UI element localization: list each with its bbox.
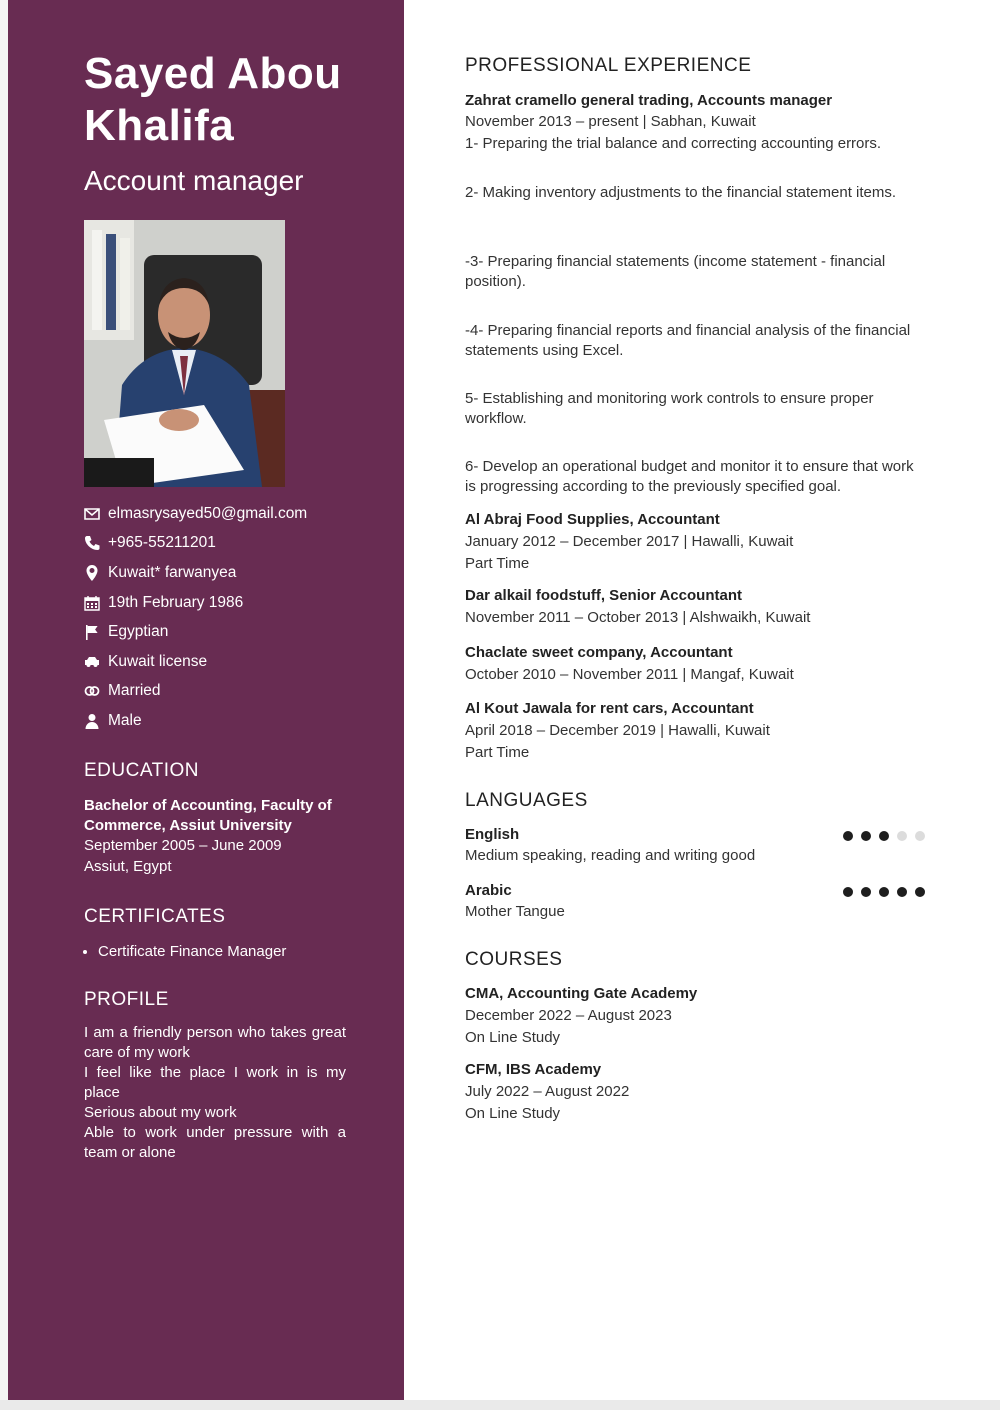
duty-item: -4- Preparing financial reports and financial analysis of the financial statements using Excel. [465,322,911,359]
rating-dot-empty [897,831,907,841]
profile-line: I feel like the place I work in is my place [84,1064,346,1101]
duty-item: -3- Preparing financial statements (income statement - financial position). [465,253,886,290]
page-left-margin [0,0,8,1410]
language-entry [465,881,930,922]
course-title: CFM, IBS Academy [465,1061,602,1078]
language-detail: Medium speaking, reading and writing good [465,846,756,864]
education-dates: September 2005 – June 2009 [84,837,282,854]
rating-dot-filled [879,831,889,841]
profile-section [84,989,346,1163]
courses-heading: COURSES [465,949,563,970]
profile-photo [84,220,285,487]
profile-text [84,1023,346,1163]
job-entry-title: Al Abraj Food Supplies, Accountant [465,511,720,528]
location-pin-icon [84,565,100,581]
course-title: CMA, Accounting Gate Academy [465,985,698,1002]
contact-birthdate [84,588,404,618]
sidebar [8,0,404,1400]
duty-item: 1- Preparing the trial balance and correcting accounting errors. [465,135,882,152]
contact-marital-status-text: Married [108,682,161,700]
language-rating [843,831,925,841]
contact-license [84,647,404,677]
rating-dot-filled [843,887,853,897]
language-name: English [465,826,520,843]
phone-icon [84,535,100,551]
profile-line: Able to work under pressure with a team or alone [84,1124,346,1161]
rating-dot-filled [879,887,889,897]
contact-phone [84,529,404,559]
course-entry [465,1059,930,1125]
duty-item: 5- Establishing and monitoring work controls to ensure proper workflow. [465,390,874,427]
contact-marital-status [84,677,404,707]
person-icon [84,713,100,729]
education-section [84,760,354,877]
education-location: Assiut, Egypt [84,857,172,875]
contact-email [84,499,404,529]
language-name: Arabic [465,882,512,899]
job-entry-title: Dar alkail foodstuff, Senior Accountant [465,587,742,604]
job-entry-note: Part Time [465,555,530,572]
profile-line: I am a friendly person who takes great care of my work [84,1024,346,1061]
rating-dot-filled [897,887,907,897]
languages-heading: LANGUAGES [465,790,588,811]
certificates-section [84,906,354,962]
duty-item: 6- Develop an operational budget and monitor it to ensure that work is progressing according to the previously specified goal. [465,458,914,495]
rating-dot-empty [915,831,925,841]
contact-location-text: Kuwait* farwanyea [108,563,237,581]
contact-gender-text: Male [108,711,142,729]
certificates-heading: CERTIFICATES [84,906,226,927]
job-entry-title: Zahrat cramello general trading, Accounts manager [465,92,833,109]
rating-dot-filled [861,887,871,897]
profile-photo-illustration [84,220,285,487]
calendar-icon [84,595,100,611]
duty-item: 2- Making inventory adjustments to the financial statement items. [465,184,897,201]
job-entry-dates: October 2010 – November 2011 | Mangaf, Kuwait [465,666,794,683]
rating-dot-filled [915,887,925,897]
profile-heading: PROFILE [84,989,169,1010]
course-note: On Line Study [465,1029,561,1046]
experience-heading: PROFESSIONAL EXPERIENCE [465,55,752,76]
certificates-list [84,942,354,962]
page-bottom-shadow [0,1400,1000,1410]
job-entry-title: Chaclate sweet company, Accountant [465,644,733,661]
education-heading: EDUCATION [84,760,199,781]
candidate-name: Sayed Abou Khalifa [84,49,342,150]
contact-location [84,558,404,588]
mail-icon [84,506,100,522]
job-entry-dates: November 2011 – October 2013 | Alshwaikh, Kuwait [465,609,811,626]
job-entry-dates: November 2013 – present | Sabhan, Kuwait [465,112,756,130]
course-entry [465,983,930,1049]
contact-email-text: elmasrysayed50@gmail.com [108,504,308,522]
contact-nationality [84,617,404,647]
course-dates: December 2022 – August 2023 [465,1007,672,1024]
certificate-item: • Certificate Finance Manager [98,942,354,962]
contact-license-text: Kuwait license [108,652,208,670]
language-entry [465,825,930,866]
course-dates: July 2022 – August 2022 [465,1083,630,1100]
rating-dot-filled [843,831,853,841]
contact-birthdate-text: 19th February 1986 [108,593,244,611]
contact-list [84,499,404,736]
job-entry [465,698,930,764]
job-entry-title: Al Kout Jawala for rent cars, Accountant [465,700,754,717]
job-entry-dates: January 2012 – December 2017 | Hawalli, Kuwait [465,533,794,550]
language-rating [843,887,925,897]
course-note: On Line Study [465,1105,561,1122]
job-entry [465,642,930,686]
rings-icon [84,683,100,699]
job-entry-dates: April 2018 – December 2019 | Hawalli, Kuwait [465,722,770,739]
language-detail: Mother Tangue [465,902,565,920]
contact-nationality-text: Egyptian [108,623,169,641]
education-degree: Bachelor of Accounting, Faculty of Commerce, Assiut University [84,797,332,834]
contact-phone-text: +965-55211201 [108,534,216,552]
profile-line: Serious about my work [84,1104,237,1121]
job-entry-note: Part Time [465,744,530,761]
job-entry [465,509,930,575]
rating-dot-filled [861,831,871,841]
job-title: Account manager [84,165,304,196]
job-entry [465,585,930,629]
flag-icon [84,624,100,640]
job-entry [465,91,930,132]
contact-gender [84,706,404,736]
car-icon [84,654,100,670]
